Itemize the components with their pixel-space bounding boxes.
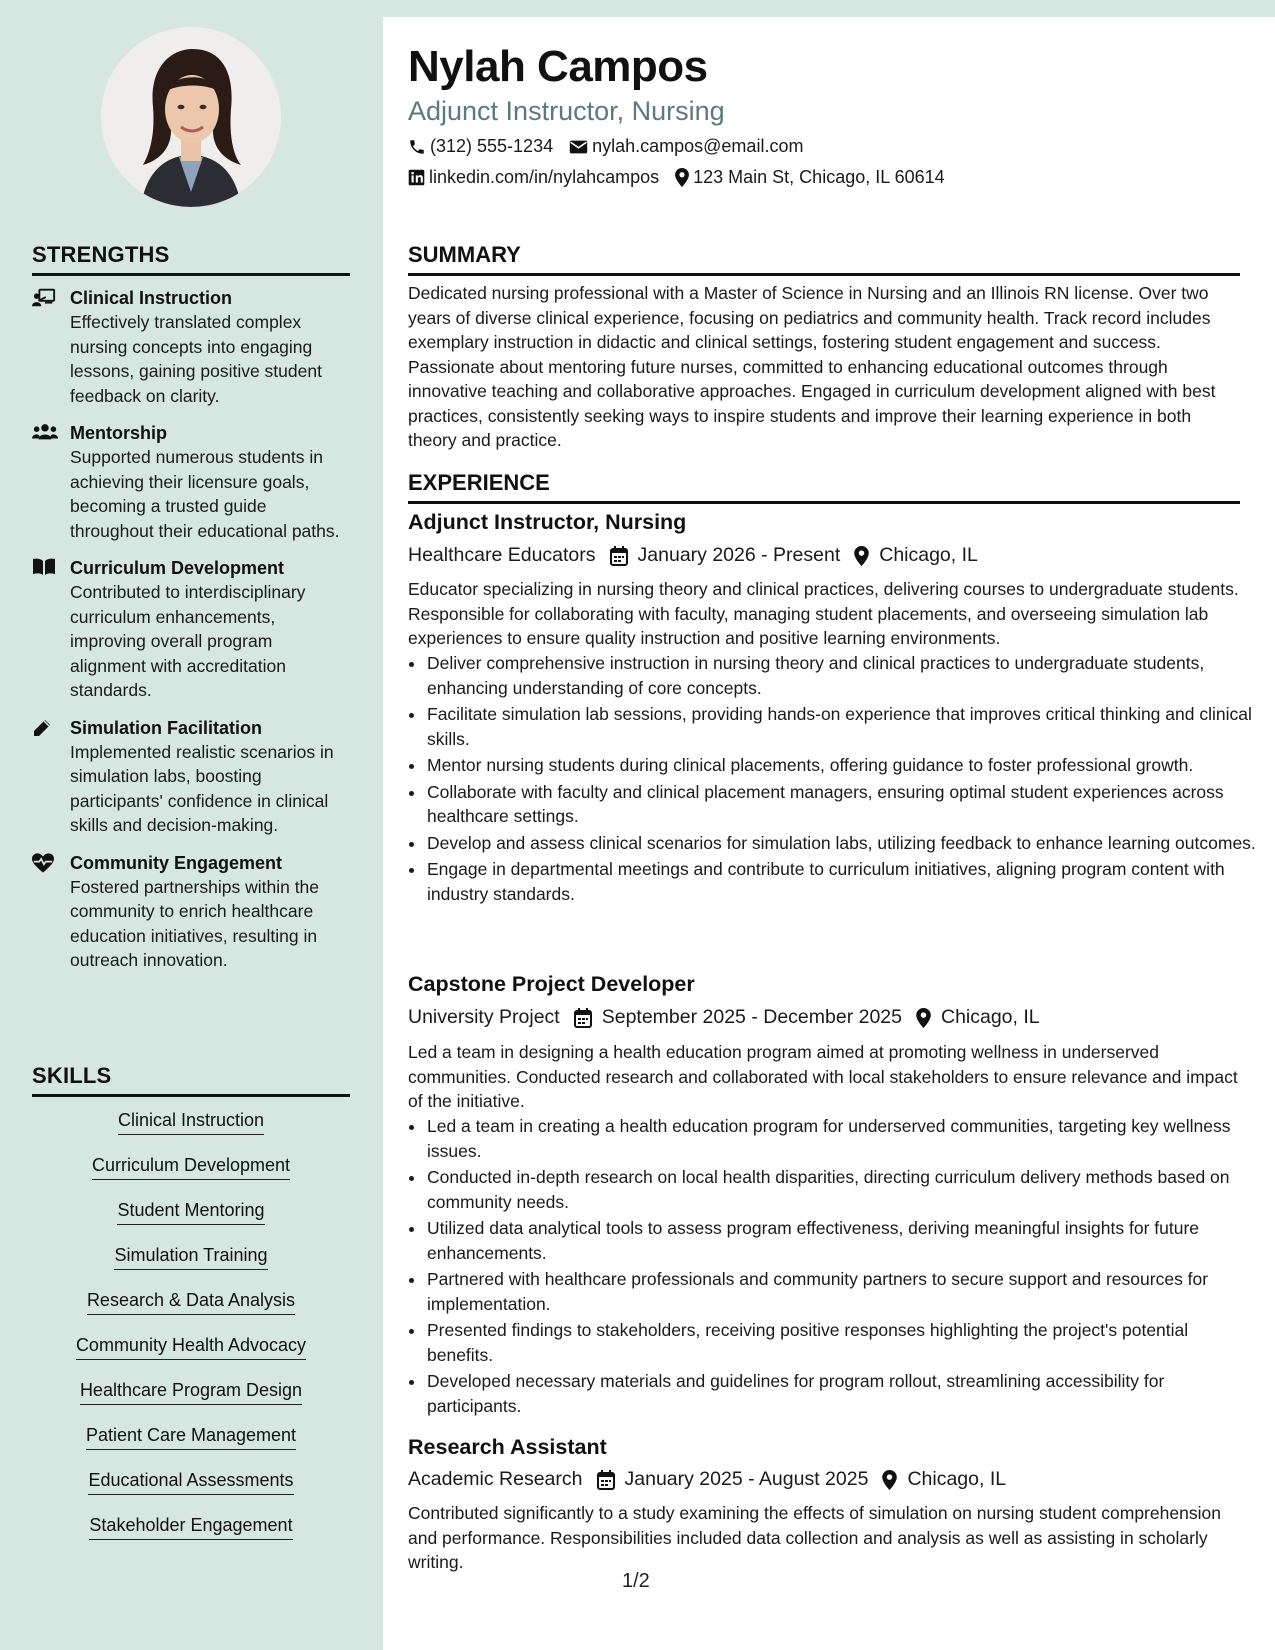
job-dates (597, 1468, 869, 1491)
map-pin-icon (854, 546, 869, 566)
strength-desc: Contributed to interdisciplinary curriculum enhancements, improving overall program alignment with accreditation standards. (70, 582, 306, 700)
job-dates-text: January 2026 - Present (637, 544, 841, 566)
strengths-heading: STRENGTHS (32, 242, 350, 276)
job-dates (574, 1006, 902, 1029)
job-bullets (408, 651, 1258, 908)
skill-tag: Curriculum Development (92, 1153, 290, 1180)
strength-item (32, 556, 352, 703)
job-org: Healthcare Educators (408, 544, 596, 566)
calendar-icon (574, 1008, 592, 1028)
linkedin-icon (408, 169, 425, 186)
skill-tag: Research & Data Analysis (87, 1288, 295, 1315)
job-location (854, 544, 978, 567)
job-meta (408, 1006, 1054, 1029)
summary-heading: SUMMARY (408, 242, 1240, 276)
phone-text: (312) 555-1234 (430, 136, 554, 156)
strength-desc: Effectively translated complex nursing concepts into engaging lessons, gaining positive student feedback on clarity. (70, 312, 322, 406)
address-contact (675, 167, 945, 188)
job-bullet: • Develop and assess clinical scenarios for simulation labs, utilizing feedback to enhance learning outcomes. (426, 831, 1258, 856)
strength-desc: Supported numerous students in achieving their licensure goals, becoming a trusted guide throughout their educational paths. (70, 447, 340, 541)
skill-tag: Student Mentoring (117, 1198, 264, 1225)
job-location (916, 1006, 1040, 1029)
skill-tag: Clinical Instruction (118, 1108, 264, 1135)
strength-item (32, 421, 352, 543)
linkedin-contact[interactable] (408, 167, 659, 188)
envelope-icon (569, 139, 588, 155)
strength-title: Curriculum Development (70, 558, 285, 578)
skill-tag: Community Health Advocacy (76, 1333, 306, 1360)
job-org: University Project (408, 1006, 560, 1028)
job-meta (408, 544, 992, 567)
skill-tag: Healthcare Program Design (80, 1378, 302, 1405)
job-dates (610, 544, 841, 567)
skills-list (32, 1108, 350, 1558)
job-bullet: • Partnered with healthcare professionals and community partners to secure support and resources for implementation. (426, 1267, 1258, 1316)
calendar-icon (597, 1470, 615, 1490)
skill-tag: Stakeholder Engagement (89, 1513, 292, 1540)
job-title: Research Assistant (408, 1435, 607, 1459)
strength-item (32, 716, 352, 838)
strength-title: Community Engagement (70, 852, 283, 873)
email-text: nylah.campos@email.com (592, 136, 804, 156)
job-bullet: • Conducted in-depth research on local health disparities, directing curriculum delivery methods based on community needs. (426, 1165, 1258, 1214)
heart-pulse-icon (32, 853, 54, 873)
job-title: Capstone Project Developer (408, 972, 695, 996)
job-meta (408, 1468, 1020, 1491)
strength-desc: Implemented realistic scenarios in simulation labs, boosting participants' confidence in clinical skills and decision-making. (70, 741, 334, 835)
job-dates-text: September 2025 - December 2025 (601, 1006, 902, 1028)
users-icon (32, 423, 58, 441)
contact-row-2 (408, 167, 961, 188)
job-location (882, 1468, 1006, 1491)
summary-text: Dedicated nursing professional with a Master of Science in Nursing and an Illinois RN license. Over two years of diverse clinical experience, focusing on pediatrics and community health. Track record includes exemplary instruction in didactic and clinical settings, fostering student engagement and success. Passionate about mentoring future nurses, committed to enhancing educational outcomes through innovative teaching and collaborative approaches. Engaged in curriculum development aligned with best practices, consistently seeking ways to inspire students and improve their learning experience in both theory and practice. (408, 283, 1216, 450)
job-bullet: • Deliver comprehensive instruction in nursing theory and clinical practices to undergraduate students, enhancing understanding of core concepts. (426, 651, 1258, 700)
book-open-icon (32, 558, 56, 576)
candidate-name: Nylah Campos (408, 42, 708, 91)
job-bullet: • Engage in departmental meetings and contribute to curriculum initiatives, aligning program content with industry standards. (426, 857, 1258, 906)
job-bullet: • Led a team in creating a health education program for underserved communities, targeting key wellness issues. (426, 1114, 1258, 1163)
page-number: 1/2 (622, 1570, 650, 1592)
job-location-text: Chicago, IL (879, 544, 978, 566)
job-bullet: • Developed necessary materials and guidelines for program rollout, streamlining accessibility for participants. (426, 1369, 1258, 1418)
strength-title: Clinical Instruction (70, 288, 233, 308)
job-description: Educator specializing in nursing theory and clinical practices, delivering courses to undergraduate students. Responsible for collaborating with faculty, managing student placements, and overseeing simulation lab experiences to ensure quality instruction and positive learning environments. (408, 579, 1239, 648)
job-bullet: • Collaborate with faculty and clinical placement managers, ensuring optimal student experiences across healthcare settings. (426, 780, 1258, 829)
skill-tag: Patient Care Management (86, 1423, 296, 1450)
job-description: Contributed significantly to a study examining the effects of simulation on nursing student comprehension and performance. Responsibilities included data collection and analysis as well as assisting in scholarly writing. (408, 1503, 1221, 1572)
job-location-text: Chicago, IL (940, 1006, 1040, 1028)
job-dates-text: January 2025 - August 2025 (624, 1468, 869, 1490)
strengths-list (32, 286, 352, 986)
map-pin-icon (675, 168, 689, 187)
email-contact[interactable] (569, 136, 803, 157)
profile-photo (101, 27, 281, 207)
strength-title: Mentorship (70, 423, 167, 443)
phone-icon (408, 138, 426, 156)
pencil-icon (32, 718, 52, 738)
strength-title: Simulation Facilitation (70, 717, 263, 738)
calendar-icon (610, 546, 628, 566)
skill-tag: Simulation Training (114, 1243, 267, 1270)
candidate-title: Adjunct Instructor, Nursing (408, 96, 725, 126)
job-bullet: • Facilitate simulation lab sessions, providing hands-on experience that improves critical thinking and clinical skills. (426, 702, 1258, 751)
teacher-board-icon (32, 288, 56, 308)
strength-desc: Fostered partnerships within the community to enrich healthcare education initiatives, resulting in outreach innovation. (70, 876, 320, 970)
linkedin-text: linkedin.com/in/nylahcampos (429, 167, 660, 187)
job-bullet: • Utilized data analytical tools to assess program effectiveness, deriving meaningful insights for future enhancements. (426, 1216, 1258, 1265)
phone-contact[interactable] (408, 136, 553, 157)
contact-row-1 (408, 136, 819, 157)
address-text: 123 Main St, Chicago, IL 60614 (693, 167, 945, 187)
job-org: Academic Research (408, 1468, 583, 1490)
job-location-text: Chicago, IL (907, 1468, 1007, 1490)
experience-heading: EXPERIENCE (408, 470, 1240, 504)
map-pin-icon (916, 1008, 931, 1028)
skill-tag: Educational Assessments (88, 1468, 293, 1495)
job-description: Led a team in designing a health education program aimed at promoting wellness in underserved communities. Conducted research and collaborated with local stakeholders to ensure relevance and impact of the initiative. (408, 1042, 1238, 1111)
map-pin-icon (882, 1470, 897, 1490)
strength-item (32, 851, 352, 973)
job-bullet: • Mentor nursing students during clinical placements, offering guidance to foster professional growth. (426, 753, 1258, 778)
job-bullets (408, 1114, 1258, 1420)
skills-heading: SKILLS (32, 1063, 350, 1097)
job-bullet: • Presented findings to stakeholders, receiving positive responses highlighting the project's potential benefits. (426, 1318, 1258, 1367)
job-title: Adjunct Instructor, Nursing (408, 510, 687, 534)
strength-item (32, 286, 352, 408)
